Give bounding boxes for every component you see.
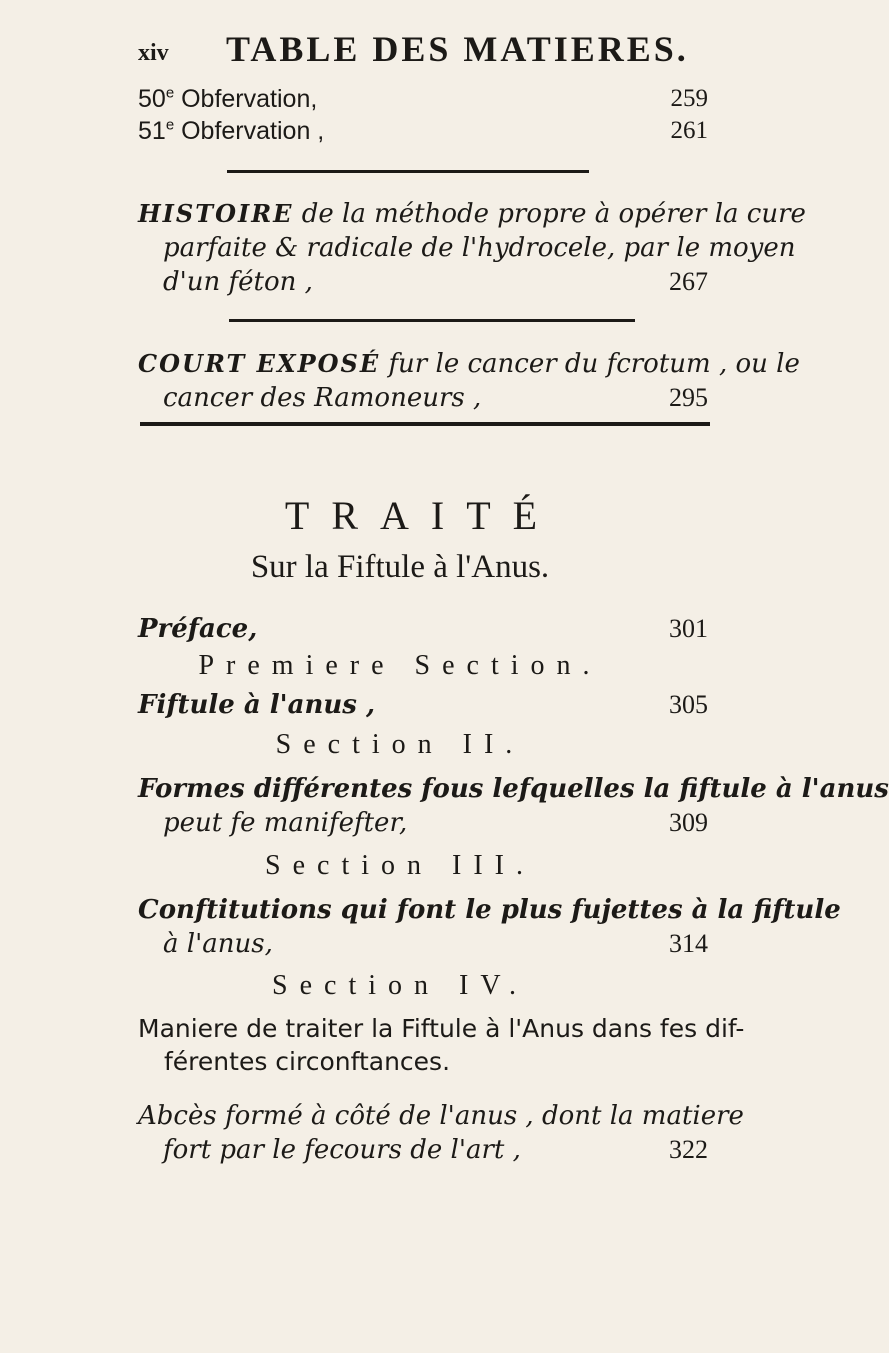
entry-text: Préface, xyxy=(138,614,258,644)
treatise-subtitle: Sur la Fiftule à l'Anus. xyxy=(250,549,550,585)
page-number: 314 xyxy=(669,929,708,958)
toc-entry-abces xyxy=(138,1099,744,1169)
toc-entry-constitutions xyxy=(138,893,841,963)
entry-lead: HISTOIRE xyxy=(138,199,294,228)
toc-entry-observation-51 xyxy=(138,114,708,148)
treatise-title: TRAITÉ xyxy=(284,493,560,538)
toc-entry-preface xyxy=(138,612,708,648)
entry-text-line-1: de la méthode propre à opérer la cure xyxy=(301,199,806,229)
section-heading-2: Section II. xyxy=(275,729,525,760)
observation-label: Obfervation, xyxy=(181,85,318,113)
entry-text-line-2: peut fe manifefter, xyxy=(163,808,408,838)
observation-suffix: e xyxy=(165,84,175,102)
toc-entry-court-expose xyxy=(138,347,800,417)
divider-rule xyxy=(140,422,710,426)
observation-label: Obfervation , xyxy=(181,117,325,145)
page-number: 322 xyxy=(669,1135,708,1164)
observation-number: 50 xyxy=(138,85,166,113)
page-number: 261 xyxy=(670,117,708,144)
running-head xyxy=(138,28,698,74)
toc-entry-observation-50 xyxy=(138,82,708,116)
entry-text-line-1: Abcès formé à côté de l'anus , dont la matiere xyxy=(138,1101,744,1131)
divider-rule xyxy=(229,319,635,322)
toc-entry-histoire xyxy=(138,197,806,301)
folio: xiv xyxy=(138,40,169,66)
divider-rule xyxy=(227,170,589,173)
entry-text-line-2: férentes circonftances. xyxy=(164,1047,451,1076)
observation-number: 51 xyxy=(138,117,166,145)
toc-entry-fistule xyxy=(138,688,708,724)
entry-text-line-1: Formes différentes fous lefquelles la fiftule à l'anus xyxy=(138,774,889,804)
entry-text-line-2: fort par le fecours de l'art , xyxy=(163,1135,521,1165)
entry-lead: COURT EXPOSÉ xyxy=(138,349,381,378)
entry-text-line-2: cancer des Ramoneurs , xyxy=(163,383,482,413)
page-number: 259 xyxy=(670,85,708,112)
entry-text-line-1: fur le cancer du fcrotum , ou le xyxy=(388,349,800,379)
toc-entry-maniere xyxy=(138,1012,745,1080)
entry-text-line-1: Conftitutions qui font le plus fujettes à la fiftule xyxy=(138,895,841,925)
entry-text-line-1: Maniere de traiter la Fiftule à l'Anus dans fes dif- xyxy=(138,1014,745,1043)
page-number: 309 xyxy=(669,808,708,837)
entry-text-line-2: à l'anus, xyxy=(163,929,273,959)
entry-text-line-2: parfaite & radicale de l'hydrocele, par le moyen xyxy=(163,233,796,263)
page-title: TABLE DES MATIERES. xyxy=(226,29,689,69)
section-heading-4: Section IV. xyxy=(272,970,528,1001)
toc-entry-formes xyxy=(138,772,889,842)
page-number: 301 xyxy=(669,614,708,643)
section-heading-3: Section III. xyxy=(265,850,535,881)
observation-suffix: e xyxy=(165,116,175,134)
entry-text: Fiftule à l'anus , xyxy=(138,690,376,720)
section-heading-1: Premiere Section. xyxy=(198,650,602,681)
page-number: 267 xyxy=(669,267,708,296)
page-number: 295 xyxy=(669,383,708,412)
entry-text-line-3: d'un féton , xyxy=(163,267,313,297)
page-number: 305 xyxy=(669,690,708,719)
